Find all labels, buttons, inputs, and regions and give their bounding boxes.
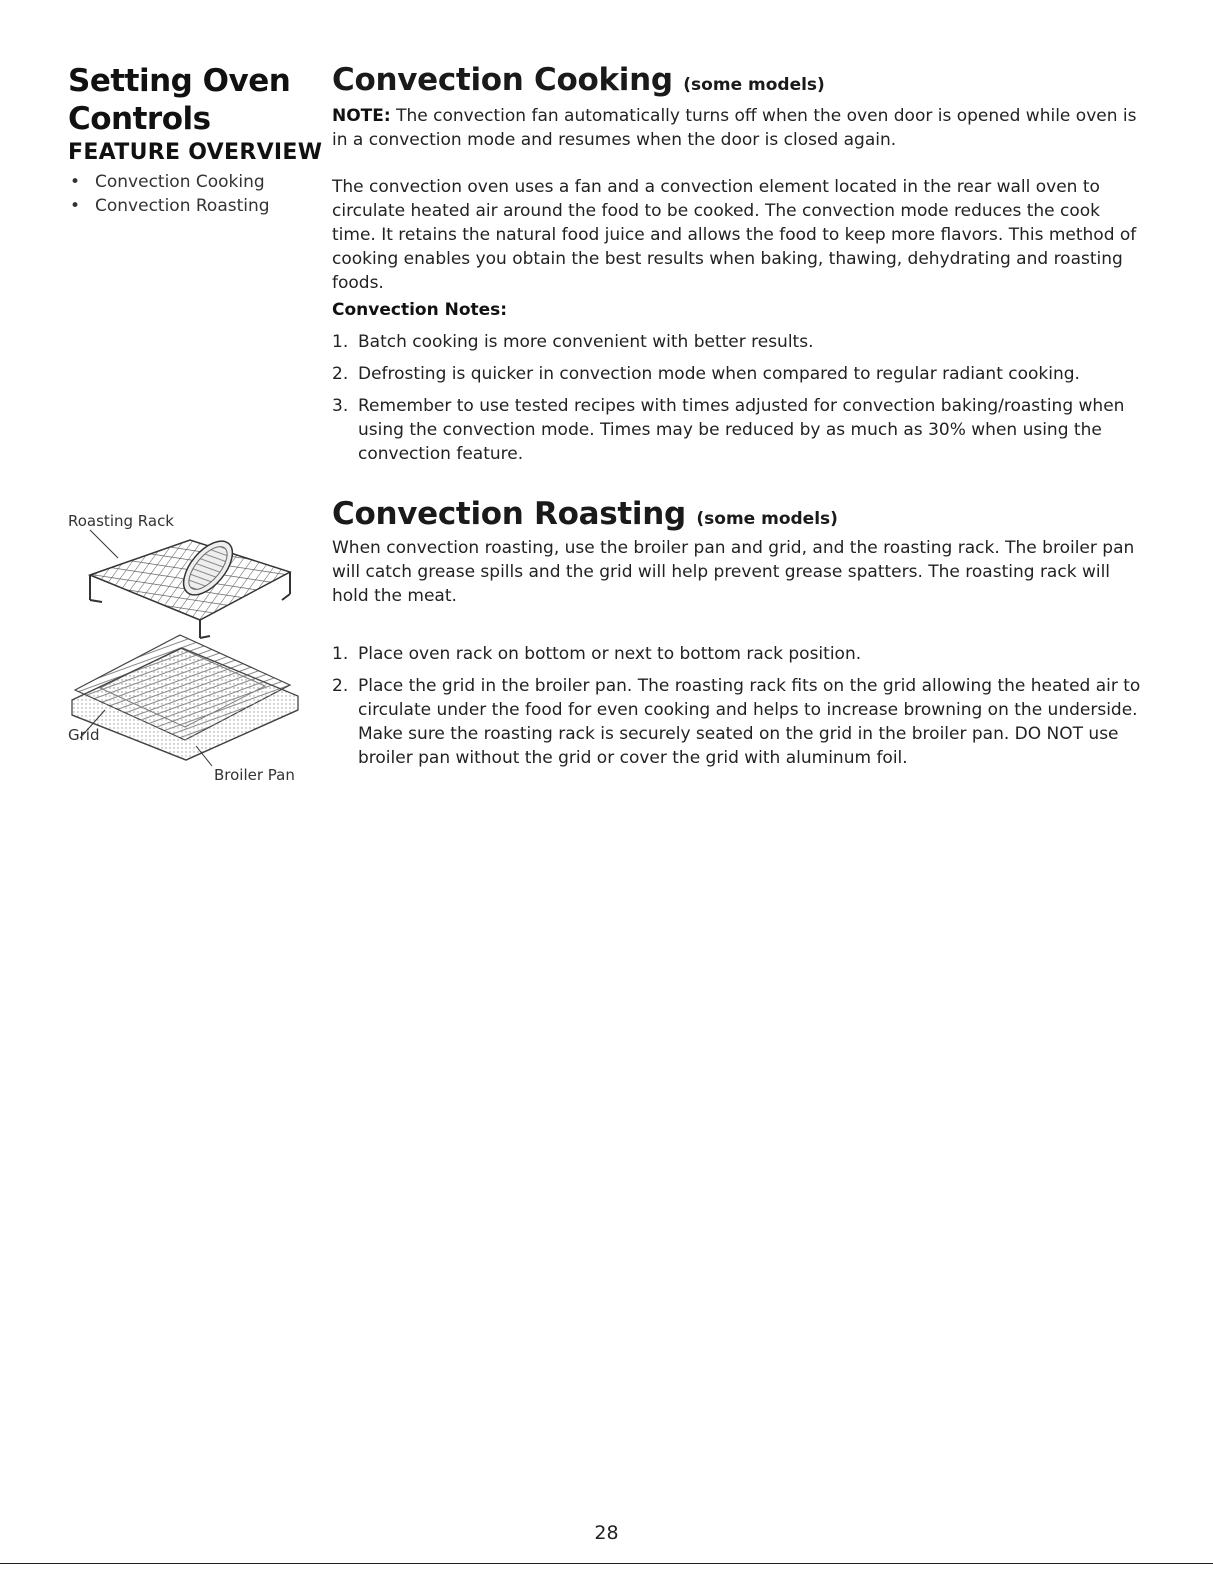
list-number: 3. xyxy=(332,396,349,416)
list-number: 2. xyxy=(332,676,349,696)
convection-roasting-body: When convection roasting, use the broiler pan and grid, and the roasting rack. The broiler pan will catch grease spills and the grid will help prevent grease spatters. The roasting rack will hold the meat. xyxy=(332,538,1135,606)
note-text: The convection fan automatically turns off when the oven door is opened while oven is in a convection mode and resumes when the door is closed again. xyxy=(332,106,1137,150)
list-text: Place the grid in the broiler pan. The roasting rack fits on the grid allowing the heated air to circulate under the food for even cooking and helps to increase browning on the underside. Make sure the roasting rack is securely seated on the grid in the broiler pan. DO NOT use broiler pan without the grid or cover the grid with aluminum foil. xyxy=(358,676,1141,768)
convection-cooking-title: Convection Cooking xyxy=(332,62,673,98)
convection-cooking-heading xyxy=(332,62,825,98)
convection-roasting-title: Convection Roasting xyxy=(332,496,686,532)
convection-note xyxy=(332,104,1147,152)
label-roasting-rack: Roasting Rack xyxy=(68,512,174,530)
roasting-rack-illustration xyxy=(60,510,310,790)
label-grid: Grid xyxy=(68,726,100,744)
convection-cooking-body: The convection oven uses a fan and a convection element located in the rear wall oven to circulate heated air around the food to be cooked. The convection mode reduces the cook time. It retains the natural food juice and allows the food to keep more flavors. This method of cooking enables you obtain the best results when baking, thawing, dehydrating and roasting foods. xyxy=(332,177,1137,293)
list-number: 1. xyxy=(332,332,349,352)
list-item xyxy=(332,674,1147,770)
convection-roasting-subtitle: (some models) xyxy=(696,509,838,529)
list-item xyxy=(332,642,1147,666)
list-text: Defrosting is quicker in convection mode when compared to regular radiant cooking. xyxy=(358,364,1080,384)
page-section-title: Setting Oven Controls xyxy=(68,63,291,137)
list-number: 2. xyxy=(332,364,349,384)
list-item xyxy=(332,330,1147,354)
feature-overview-heading: FEATURE OVERVIEW xyxy=(68,140,323,165)
list-item xyxy=(332,394,1147,466)
list-item xyxy=(332,362,1147,386)
list-text: Batch cooking is more convenient with better results. xyxy=(358,332,814,352)
roasting-rack-shape xyxy=(90,533,290,638)
list-text: Remember to use tested recipes with times adjusted for convection baking/roasting when using the convection mode. Times may be reduced by as much as 30% when using the convection feature. xyxy=(358,396,1125,464)
note-label: NOTE: xyxy=(332,106,391,126)
footer-divider xyxy=(0,1563,1213,1564)
feature-list xyxy=(68,170,270,218)
convection-notes-heading: Convection Notes: xyxy=(332,300,508,320)
feature-item-convection-cooking: • Convection Cooking xyxy=(68,170,270,194)
convection-cooking-subtitle: (some models) xyxy=(683,75,825,95)
list-number: 1. xyxy=(332,644,349,664)
convection-roasting-steps xyxy=(332,642,1147,778)
convection-roasting-heading xyxy=(332,496,838,532)
convection-notes-list xyxy=(332,330,1147,474)
broiler-pan-shape xyxy=(72,648,298,760)
page-number: 28 xyxy=(594,1522,619,1544)
feature-item-convection-roasting: • Convection Roasting xyxy=(68,194,270,218)
label-broiler-pan: Broiler Pan xyxy=(214,766,295,784)
list-text: Place oven rack on bottom or next to bottom rack position. xyxy=(358,644,862,664)
